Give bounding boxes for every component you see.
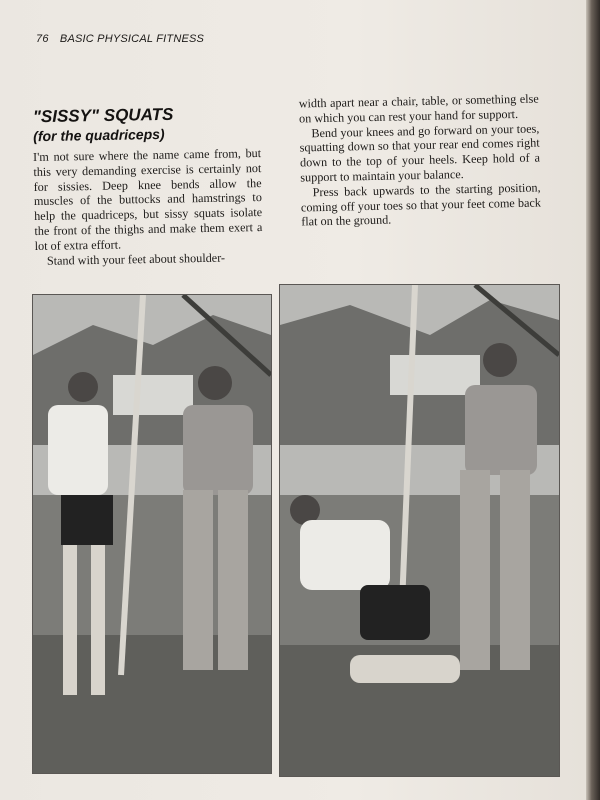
exercise-subtitle: (for the quadriceps) <box>33 125 165 145</box>
running-header <box>36 33 204 45</box>
running-title: BASIC PHYSICAL FITNESS <box>59 33 205 45</box>
exercise-title: "SISSY" SQUATS <box>32 104 174 127</box>
paragraph: Bend your knees and go forward on your toes, squatting down so that your rear end comes right down to the top of your heels. Keep hold of a support to maintain your balance. <box>299 121 541 185</box>
exercise-heading <box>33 105 174 144</box>
paragraph: I'm not sure where the name came from, but this very demanding exercise is certainly not for sissies. Deep knee bends allow the muscles of the buttocks and hamstrings to help the quadriceps, but sissy squats isolate the front of the thighs and make them exert a lot of extra effort. <box>32 146 263 253</box>
book-edge <box>586 0 600 800</box>
page-number: 76 <box>36 33 49 45</box>
photo-standing-position <box>32 294 272 774</box>
paragraph: Stand with your feet about shoulder- <box>46 250 226 268</box>
text-column-left <box>33 146 263 268</box>
paragraph: Press back upwards to the starting position, coming off your toes so that your feet come back flat on the ground. <box>300 180 542 229</box>
text-column-right <box>299 92 542 230</box>
paragraph: width apart near a chair, table, or something else on which you can rest your hand for support. <box>298 91 539 126</box>
photo-squat-position <box>279 284 560 777</box>
